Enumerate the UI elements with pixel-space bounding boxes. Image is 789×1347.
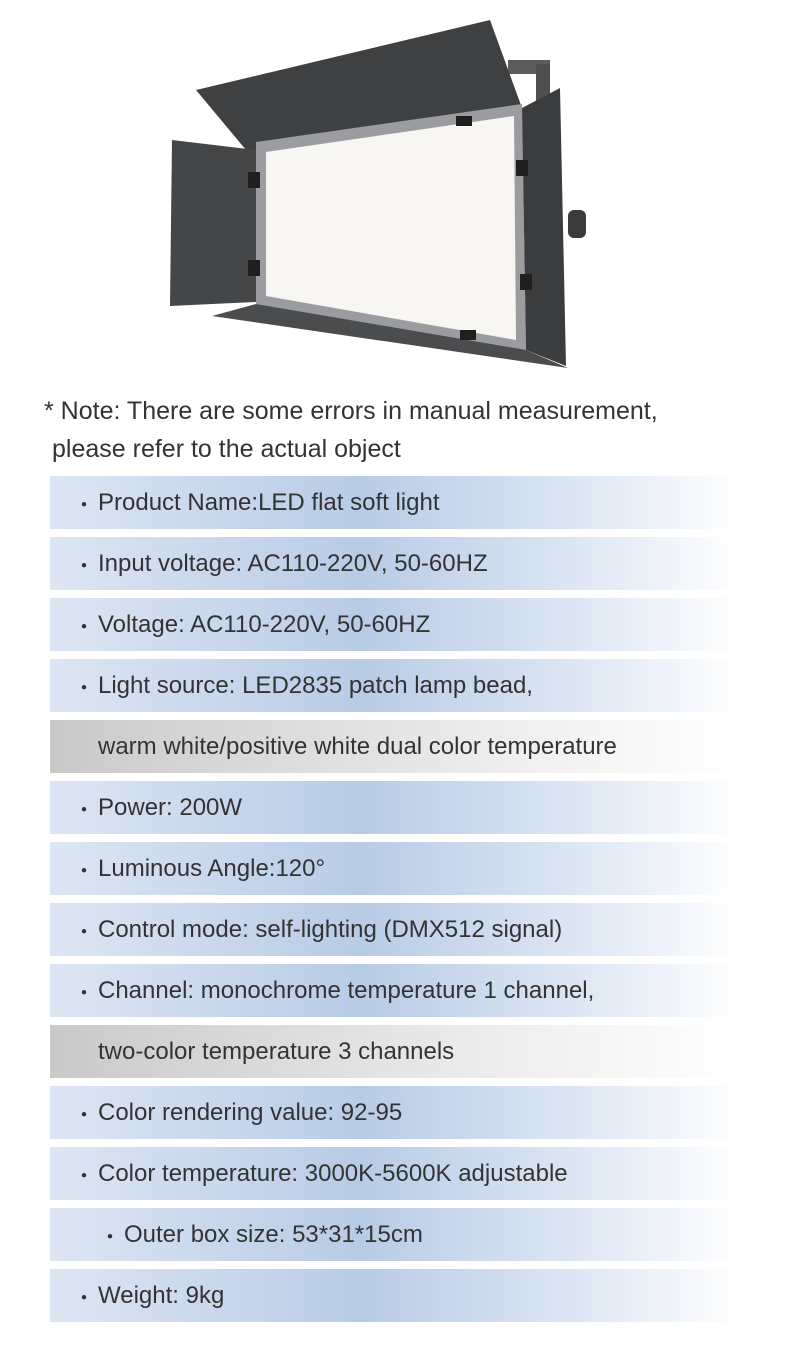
- bullet-mark: ・: [72, 980, 96, 1007]
- left-barn-door: [170, 140, 256, 306]
- spec-row-input-voltage: [50, 537, 740, 590]
- bullet-mark: ・: [72, 797, 96, 824]
- spec-row-weight: [50, 1269, 740, 1322]
- spec-text: Input voltage: AC110-220V, 50-60HZ: [98, 549, 488, 577]
- hinge: [456, 116, 472, 126]
- bullet-mark: ・: [72, 919, 96, 946]
- bullet-mark: ・: [72, 1285, 96, 1312]
- spec-row-channel: [50, 964, 740, 1017]
- spec-row-outer-box-size: [50, 1208, 740, 1261]
- spec-row-product-name: [50, 476, 740, 529]
- spec-text: Control mode: self-lighting (DMX512 signal): [98, 915, 563, 943]
- measurement-note: [44, 392, 744, 468]
- hinge: [248, 172, 260, 188]
- spec-text: two-color temperature 3 channels: [98, 1037, 455, 1065]
- spec-row-color-rendering: [50, 1086, 740, 1139]
- spec-text: Light source: LED2835 patch lamp bead,: [98, 671, 533, 699]
- spec-text: Weight: 9kg: [98, 1281, 225, 1309]
- bullet-mark: ・: [72, 858, 96, 885]
- bullet-mark: ・: [98, 1224, 122, 1251]
- spec-row-color-temperature: [50, 1147, 740, 1200]
- bullet-mark: ・: [72, 1102, 96, 1129]
- spec-row-light-source: [50, 659, 740, 712]
- adjust-knob: [568, 210, 586, 238]
- spec-row-channel-continued: [50, 1025, 740, 1078]
- bullet-mark: ・: [72, 614, 96, 641]
- spec-text: warm white/positive white dual color temperature: [98, 732, 617, 760]
- spec-text: Color rendering value: 92-95: [98, 1098, 403, 1126]
- spec-text: Luminous Angle:120°: [98, 854, 326, 882]
- hinge: [516, 160, 528, 176]
- spec-text: Channel: monochrome temperature 1 channel,: [98, 976, 595, 1004]
- hinge: [520, 274, 532, 290]
- bullet-mark: ・: [72, 492, 96, 519]
- note-line-2: please refer to the actual object: [52, 435, 401, 463]
- spec-text: Power: 200W: [98, 793, 243, 821]
- note-line-1: * Note: There are some errors in manual measurement,: [44, 397, 658, 425]
- spec-row-power: [50, 781, 740, 834]
- spec-text: Outer box size: 53*31*15cm: [124, 1220, 423, 1248]
- right-barn-door: [522, 88, 566, 366]
- spec-row-light-source-continued: [50, 720, 740, 773]
- spec-row-luminous-angle: [50, 842, 740, 895]
- spec-text: Color temperature: 3000K-5600K adjustable: [98, 1159, 568, 1187]
- bullet-mark: ・: [72, 553, 96, 580]
- hinge: [248, 260, 260, 276]
- bullet-mark: ・: [72, 675, 96, 702]
- spec-row-control-mode: [50, 903, 740, 956]
- hinge: [460, 330, 476, 340]
- spec-text: Product Name:LED flat soft light: [98, 488, 440, 516]
- led-panel-light-image: [160, 12, 600, 382]
- bullet-mark: ・: [72, 1163, 96, 1190]
- spec-list: [50, 476, 740, 1330]
- spec-text: Voltage: AC110-220V, 50-60HZ: [98, 610, 431, 638]
- spec-row-voltage: [50, 598, 740, 651]
